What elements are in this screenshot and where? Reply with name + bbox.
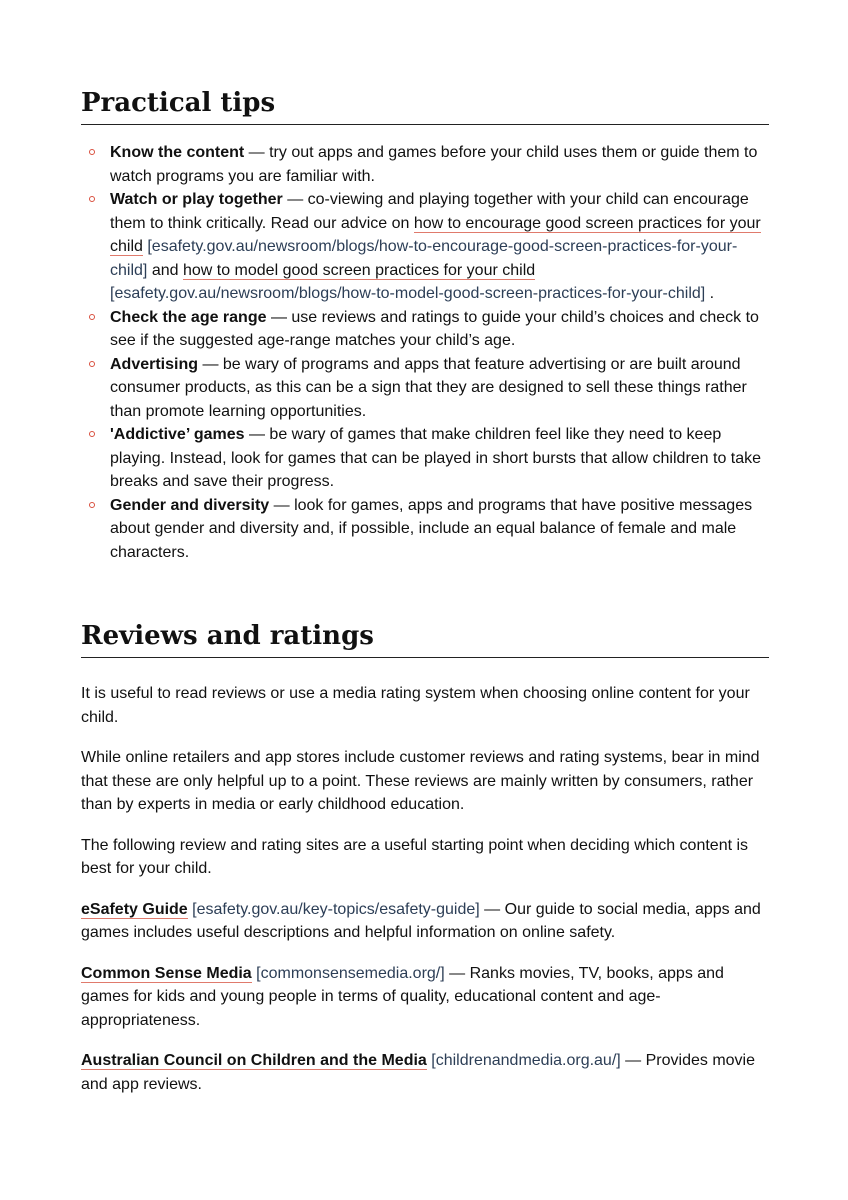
- acccm-url: [childrenandmedia.org.au/]: [431, 1052, 621, 1069]
- reviews-ratings-heading: Reviews and ratings: [81, 619, 769, 658]
- site-acccm: [81, 1049, 769, 1096]
- practical-tips-section: [81, 86, 769, 564]
- esafety-guide-url: [esafety.gov.au/key-topics/esafety-guide]: [192, 900, 480, 918]
- tip-text: — be wary of games that make children feel like they need to keep playing. Instead, look for games that can be played in short bursts that allow children to take breaks and save their progress.: [110, 426, 762, 490]
- site-description: — Provides movie and app reviews.: [81, 1052, 755, 1093]
- paragraph: The following review and rating sites are a useful starting point when deciding which content is best for your child.: [81, 836, 749, 877]
- and-text: and: [151, 261, 179, 279]
- site-esafety-guide: [81, 898, 769, 945]
- tips-list: [81, 141, 769, 564]
- tip-text: — try out apps and games before your child uses them or guide them to watch programs you are familiar with.: [110, 144, 758, 185]
- paragraph: While online retailers and app stores include customer reviews and rating systems, bear in mind that these are only helpful up to a point. These reviews are mainly written by consumers, rather than by experts in media or early childhood education.: [81, 749, 760, 813]
- model-screen-practices-url: [esafety.gov.au/newsroom/blogs/how-to-model-good-screen-practices-for-your-child]: [110, 285, 706, 302]
- common-sense-media-url: [commonsensemedia.org/]: [256, 964, 445, 982]
- tip-text: — use reviews and ratings to guide your child’s choices and check to see if the suggested age-range matches your child’s age.: [110, 308, 759, 349]
- site-description: — Our guide to social media, apps and games includes useful descriptions and helpful information on online safety.: [81, 900, 761, 941]
- site-description: — Ranks movies, TV, books, apps and games for kids and young people in terms of quality, educational content and age-appropriateness.: [81, 964, 724, 1029]
- encourage-screen-practices-link[interactable]: how to encourage good screen practices for your child: [110, 214, 761, 255]
- circle-bullet-icon: [89, 431, 95, 437]
- tip-title: 'Addictive’ games: [110, 426, 245, 443]
- tip-text: — look for games, apps and programs that have positive messages about gender and diversity and, if possible, include an equal balance of female and male characters.: [110, 496, 753, 561]
- tip-title: Know the content: [110, 144, 245, 161]
- tip-check-age-range: [81, 306, 769, 353]
- circle-bullet-icon: [89, 502, 95, 508]
- tip-watch-play-together: [81, 188, 769, 306]
- esafety-guide-link[interactable]: eSafety Guide: [81, 900, 188, 918]
- tip-title: Advertising: [110, 355, 199, 373]
- circle-bullet-icon: [89, 361, 95, 367]
- site-common-sense-media: [81, 962, 769, 1033]
- encourage-screen-practices-url: [esafety.gov.au/newsroom/blogs/how-to-encourage-good-screen-practices-for-your-child]: [110, 238, 738, 279]
- circle-bullet-icon: [89, 196, 95, 202]
- reviews-body: [81, 682, 769, 1096]
- tip-text: — co-viewing and playing together with your child can encourage them to think critically. Read our advice on: [110, 191, 749, 232]
- tip-addictive-games: [81, 423, 769, 494]
- sentence-end: .: [709, 285, 715, 302]
- tip-gender-diversity: [81, 494, 769, 565]
- reviews-ratings-section: [81, 619, 769, 1113]
- tip-advertising: [81, 353, 769, 424]
- acccm-link[interactable]: Australian Council on Children and the Media: [81, 1052, 427, 1069]
- tip-know-content: [81, 141, 769, 188]
- tip-text: — be wary of programs and apps that feature advertising or are built around consumer products, as this can be a sign that they are designed to sell these things rather than promote learning opportunities.: [110, 355, 747, 420]
- tip-title: Watch or play together: [110, 191, 283, 208]
- model-screen-practices-link[interactable]: how to model good screen practices for your child: [182, 261, 536, 279]
- circle-bullet-icon: [89, 149, 95, 155]
- paragraph: It is useful to read reviews or use a media rating system when choosing online content for your child.: [81, 685, 750, 726]
- circle-bullet-icon: [89, 314, 95, 320]
- tip-title: Check the age range: [110, 308, 267, 326]
- practical-tips-heading: Practical tips: [81, 86, 769, 125]
- tip-title: Gender and diversity: [110, 496, 270, 514]
- common-sense-media-link[interactable]: Common Sense Media: [81, 964, 252, 982]
